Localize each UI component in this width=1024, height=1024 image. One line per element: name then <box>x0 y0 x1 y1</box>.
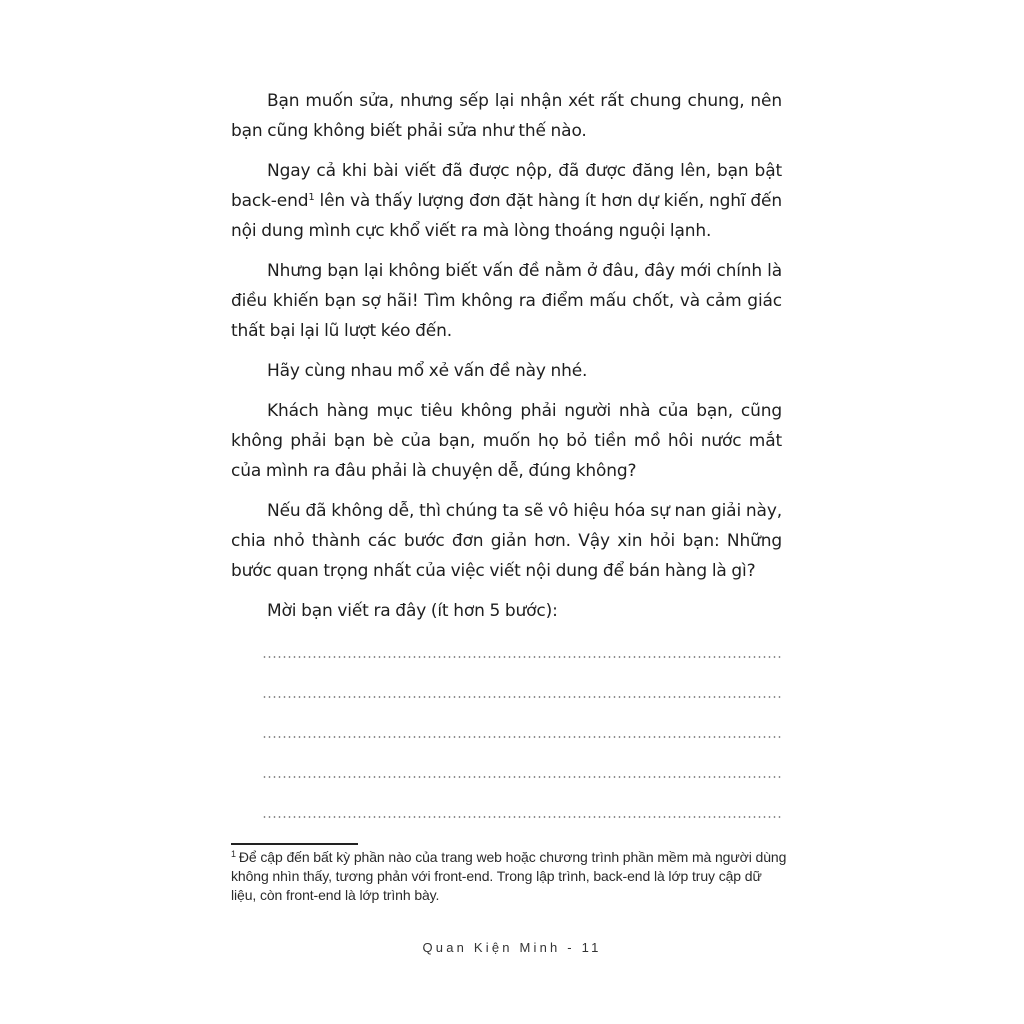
writing-prompt: Mời bạn viết ra đây (ít hơn 5 bước): <box>267 601 558 621</box>
body-text <box>231 86 782 636</box>
paragraph-6: Nếu đã không dễ, thì chúng ta sẽ vô hiệu hóa sự nan giải này, chia nhỏ thành các bước đơn giản hơn. Vậy xin hỏi bạn: Những bước quan trọng nhất của việc viết nội dung để bán hàng là gì? <box>231 501 782 581</box>
answer-lines <box>262 656 782 856</box>
dotted-answer-line-4 <box>262 776 782 816</box>
dotted-answer-line-2 <box>262 696 782 736</box>
paragraph-1: Bạn muốn sửa, nhưng sếp lại nhận xét rất chung chung, nên bạn cũng không biết phải sửa như thế nào. <box>231 91 782 141</box>
paragraph-2-start: Ngay cả khi bài viết đã được nộp, đã được đăng lên, bạn bật back-end <box>231 161 782 211</box>
footnote-divider <box>231 843 358 845</box>
footnote-mark: 1 <box>231 849 236 859</box>
paragraph-3: Nhưng bạn lại không biết vấn đề nằm ở đâu, đây mới chính là điều khiến bạn sợ hãi! Tìm không ra điểm mấu chốt, và cảm giác thất bại lại lũ lượt kéo đến. <box>231 261 782 341</box>
paragraph-4: Hãy cùng nhau mổ xẻ vấn đề này nhé. <box>267 361 588 381</box>
footnote-reference[interactable]: 1 <box>308 192 315 203</box>
paragraph-2-end: lên và thấy lượng đơn đặt hàng ít hơn dự kiến, nghĩ đến nội dung mình cực khổ viết ra mà lòng thoáng nguội lạnh. <box>231 191 782 241</box>
paragraph-2 <box>231 156 782 246</box>
page-footer: Quan Kiện Minh - 11 <box>422 940 602 955</box>
dotted-answer-line-3 <box>262 736 782 776</box>
footnote-text: Để cập đến bất kỳ phần nào của trang web hoặc chương trình phần mềm mà người dùng không nhìn thấy, tương phản với front-end. Trong lập trình, back-end là lớp truy cập dữ liệu, còn front-end là lớp trình bày. <box>231 849 787 903</box>
footnote <box>231 848 787 905</box>
paragraph-5: Khách hàng mục tiêu không phải người nhà của bạn, cũng không phải bạn bè của bạn, muốn họ bỏ tiền mồ hôi nước mắt của mình ra đâu phải là chuyện dễ, đúng không? <box>231 401 782 481</box>
dotted-answer-line-1 <box>262 656 782 696</box>
